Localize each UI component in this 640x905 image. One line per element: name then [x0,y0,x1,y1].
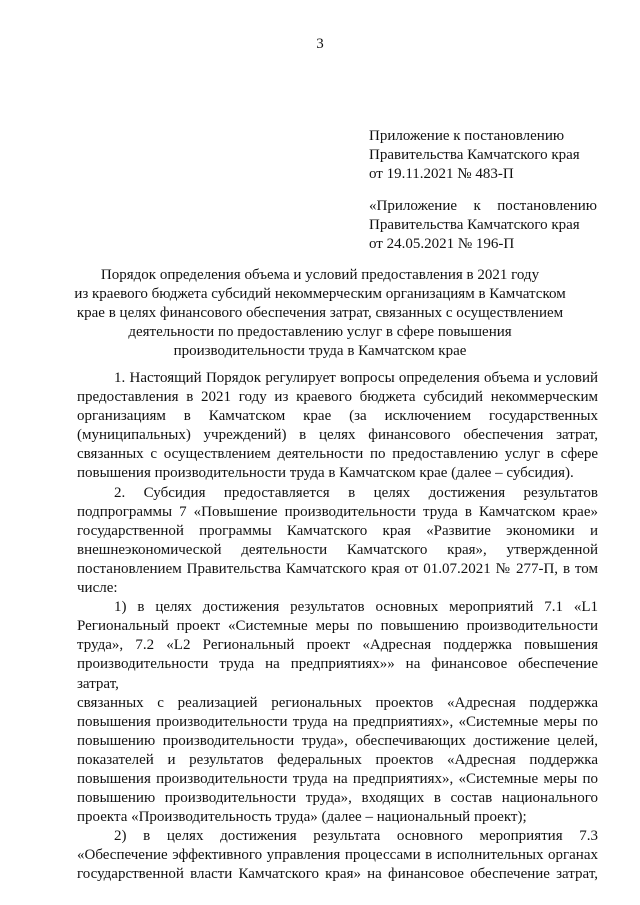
title-line: из краевого бюджета субсидий некоммерческим организациям в Камчатском [74,286,566,302]
text-line: 1) в целях достижения результатов основных мероприятий 7.1 «L1 [114,599,598,616]
appendix-previous-line-2: Правительства Камчатского края [369,217,580,233]
title-line: крае в целях финансового обеспечения затрат, связанных с осуществлением [76,305,564,321]
text-line: числе: [77,580,118,597]
text-line: повышения производительности труда на предприятиях», «Системные меры по [77,770,598,787]
paragraph-2 [77,484,598,599]
appendix-previous-block [369,197,597,254]
text-line: предоставления в 2021 году из краевого бюджета субсидий некоммерческим [77,389,598,406]
title-line: деятельности по предоставлению услуг в сфере повышения [128,324,512,340]
text-line: внешнеэкономической деятельности Камчатского края», утвержденной [77,541,598,558]
appendix-previous-line-3: от 24.05.2021 № 196-П [369,236,515,252]
text-line: 2. Субсидия предоставляется в целях достижения результатов [114,484,598,501]
appendix-previous-line-1: «Приложение к постановлению [369,198,597,214]
text-line: организациям в Камчатском крае (за исключением государственных [77,408,598,425]
appendix-current-line-2: Правительства Камчатского края [369,147,580,163]
text-line: труда», 7.2 «L2 Региональный проект «Адресная поддержка повышения [77,637,598,654]
appendix-current-line-1: Приложение к постановлению [369,128,565,144]
text-line: связанных с реализацией региональных проектов «Адресная поддержка [77,694,598,711]
text-line: «Обеспечение эффективного управления процессами в исполнительных органах [77,847,598,864]
appendix-current-block [369,127,597,184]
page-number: 3 [316,36,324,52]
document-title [60,266,580,361]
text-line: связанных с осуществлением деятельности по предоставлению услуг в сфере [77,446,598,463]
title-line: Порядок определения объема и условий предоставления в 2021 году [100,267,540,283]
text-line: государственной программы Камчатского края «Развитие экономики и [77,522,598,539]
text-line: повышения производительности труда в Камчатском крае (далее – субсидия). [77,465,574,482]
text-line: повышения производительности труда на предприятиях», «Системные меры по [77,713,598,730]
text-line: постановлением Правительства Камчатского края от 01.07.2021 № 277-П, в том [77,560,598,577]
text-line: проекта «Производительность труда» (далее – национальный проект); [77,809,527,826]
text-line: показателей и результатов федеральных проектов «Адресная поддержка [77,751,598,768]
text-line: (муниципальных) учреждений) в целях финансового обеспечения затрат, [77,427,598,444]
title-line: производительности труда в Камчатском крае [173,343,467,359]
text-line: 1. Настоящий Порядок регулирует вопросы определения объема и условий [114,370,598,386]
paragraph-1 [77,369,598,484]
text-line: 2) в целях достижения результата основного мероприятия 7.3 [114,828,598,845]
text-line: Региональный проект «Системные меры по повышению производительности [77,618,598,635]
paragraph-4 [77,827,598,884]
text-line: подпрограммы 7 «Повышение производительности труда в Камчатском крае» [77,503,598,520]
text-line: производительности труда на предприятиях»» на финансовое обеспечение затрат, [77,656,598,692]
paragraph-3 [77,598,598,827]
appendix-current-line-3: от 19.11.2021 № 483-П [369,166,514,182]
text-line: повышению производительности труда», входящих в состав национального [77,790,598,807]
document-body [77,369,598,885]
text-line: государственной власти Камчатского края» на финансовое обеспечение затрат, [77,866,598,883]
text-line: повышению производительности труда», обеспечивающих достижение целей, [77,732,598,749]
